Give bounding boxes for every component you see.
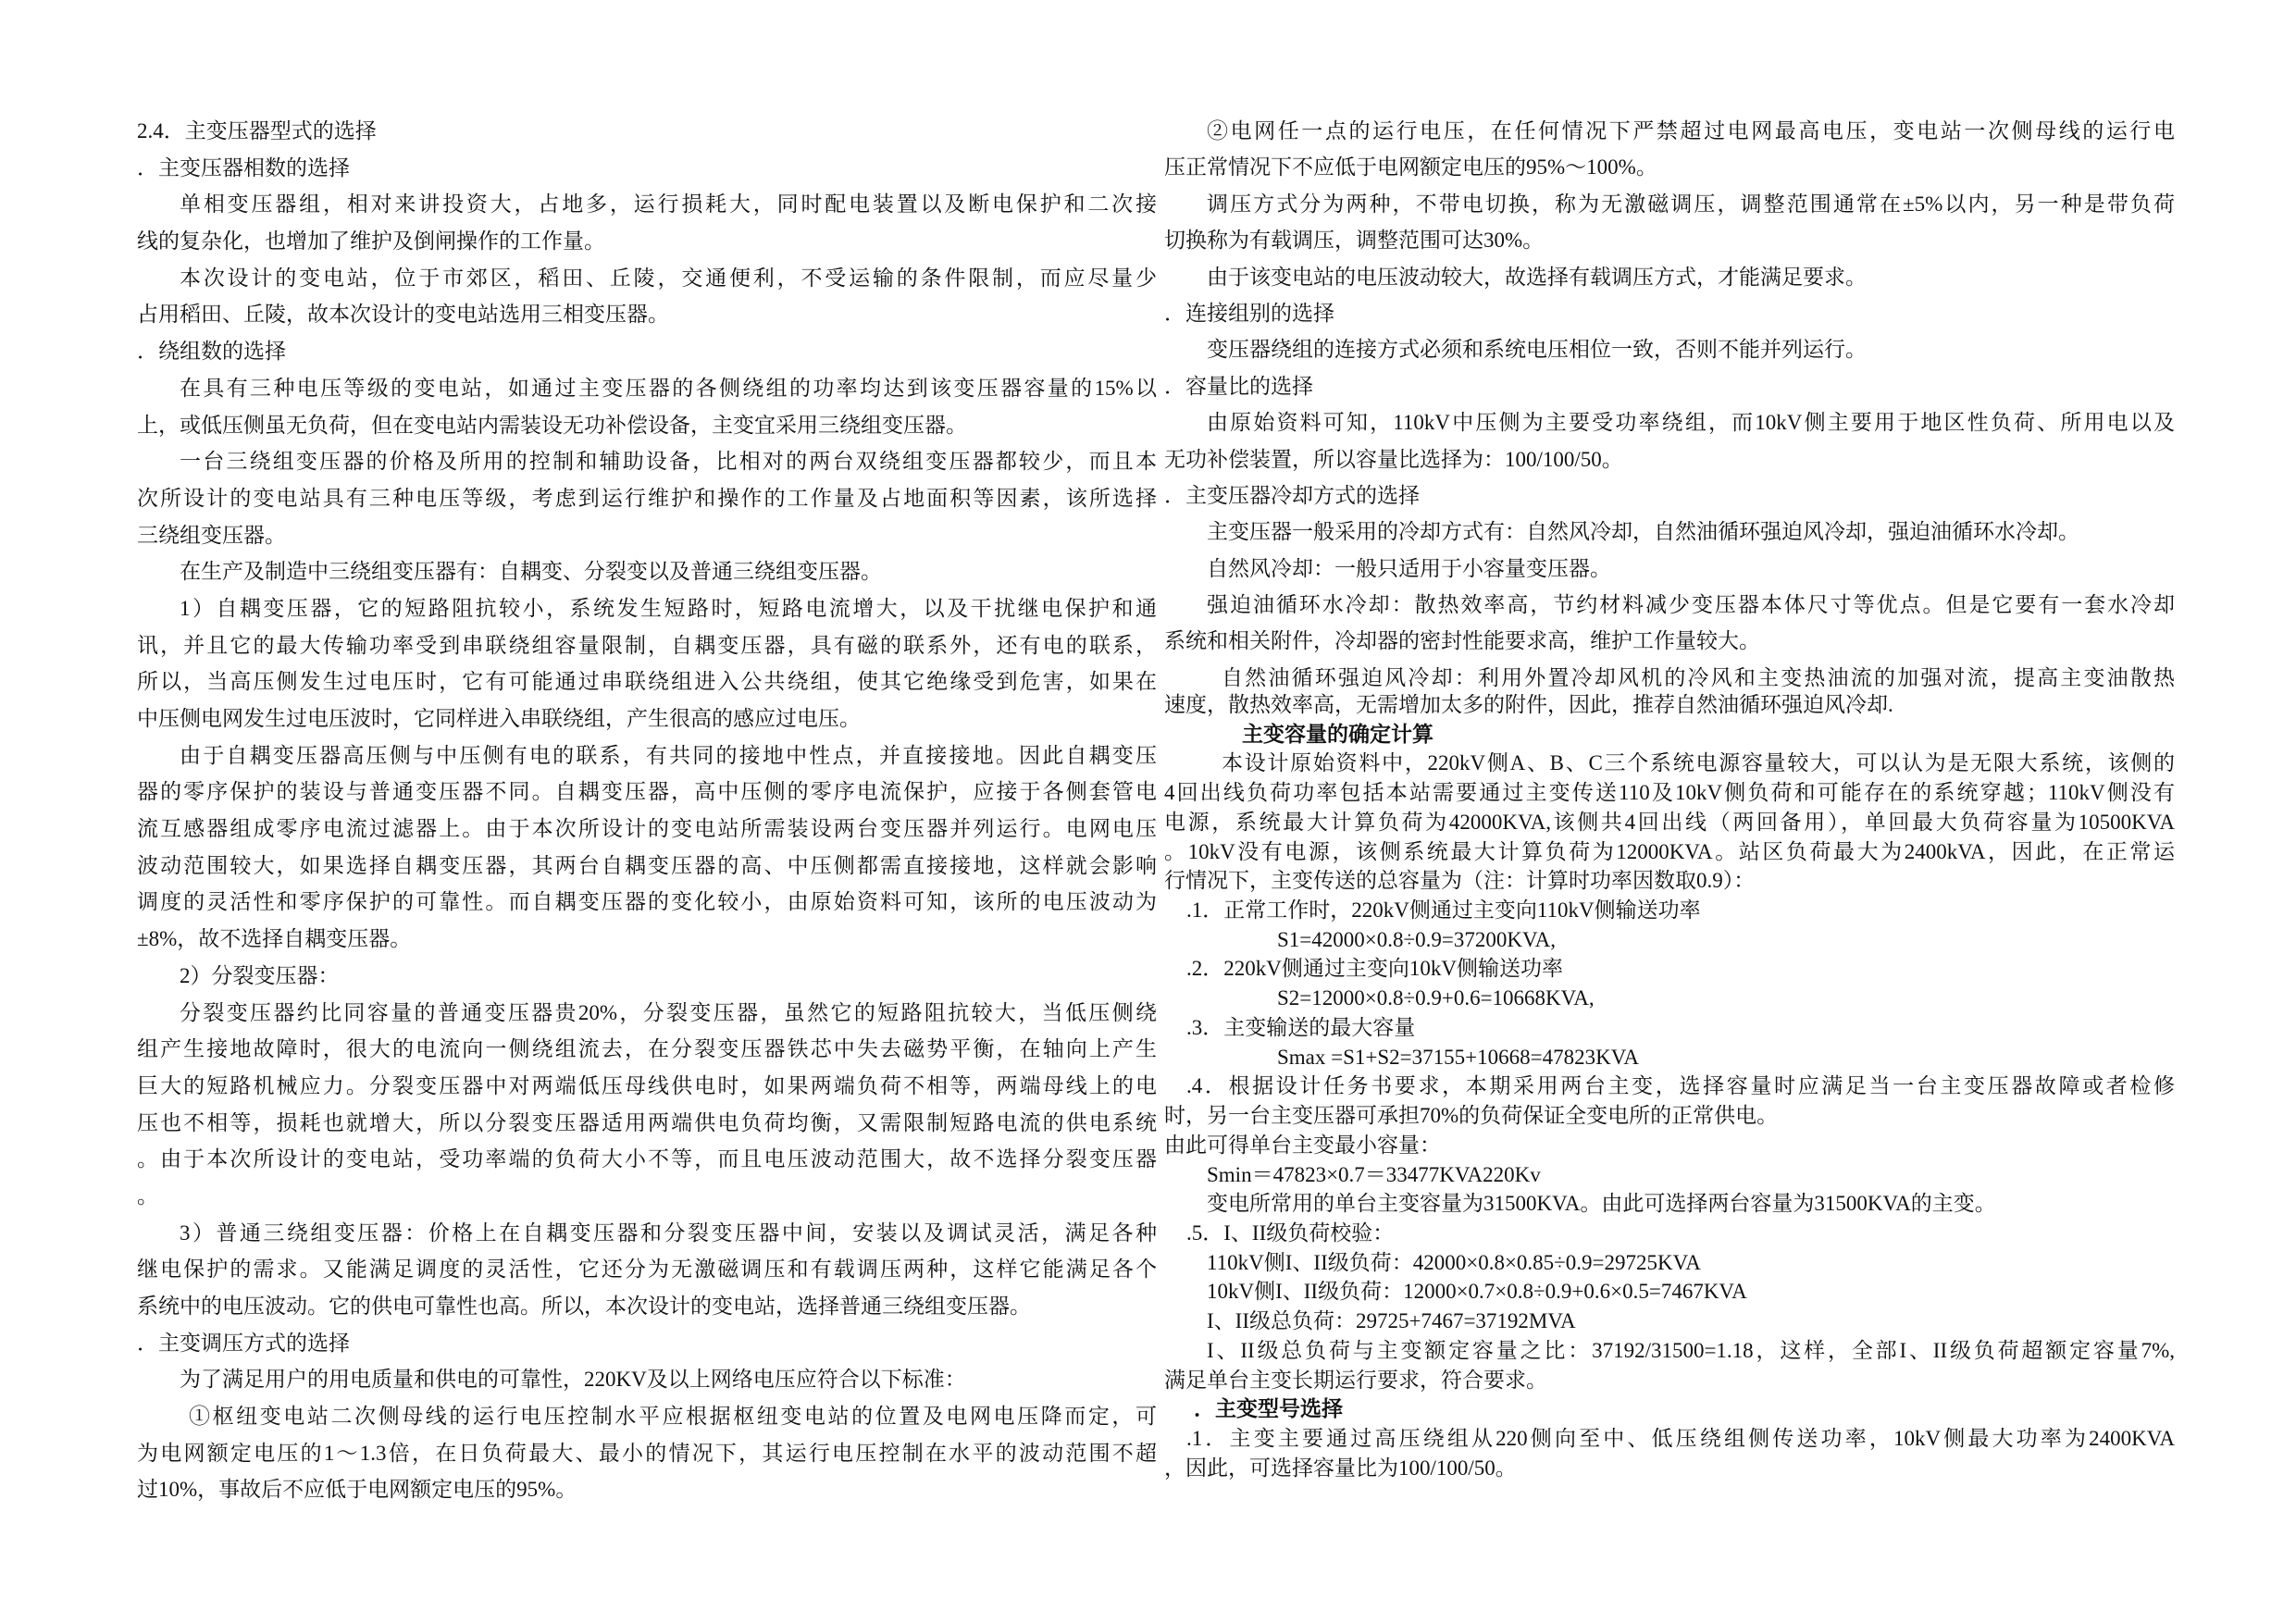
formula-line: 10kV侧I、II级负荷：12000×0.7×0.8÷0.9+0.6×0.5=7467KVA <box>1207 1280 1747 1304</box>
body-text-line: 变压器绕组的连接方式必须和系统电压相位一致，否则不能并列运行。 <box>1207 338 1867 362</box>
body-text-line: 本次设计的变电站，位于市郊区，稻田、丘陵，交通便利，不受运输的条件限制，而应尽量少 <box>180 266 1157 290</box>
body-text-line: 速度，散热效率高，无需增加太多的附件，因此，推荐自然油循环强迫风冷却. <box>1164 693 1893 716</box>
section-title: 2.4．主变压器型式的选择 <box>137 119 377 142</box>
right-column-upper <box>1164 113 2175 696</box>
section-heading: 主变容量的确定计算 <box>1242 722 1433 746</box>
body-text-line: 过10%，事故后不应低于电网额定电压的95%。 <box>137 1478 577 1502</box>
body-text-line: 为电网额定电压的1～1.3倍，在日负荷最大、最小的情况下，其运行电压控制在水平的波动范围不超 <box>137 1441 1157 1465</box>
section-heading: ．主变压器相数的选择 <box>137 155 350 180</box>
body-text-line: I、II级总负荷与主变额定容量之比：37192/31500=1.18，这样，全部I、II级负荷超额定容量7%, <box>1207 1338 2175 1362</box>
formula-line: Smax =S1+S2=37155+10668=47823KVA <box>1277 1045 1639 1069</box>
body-text-line: 器的零序保护的装设与普通变压器不同。自耦变压器，高中压侧的零序电流保护，应接于各侧套管电 <box>137 780 1157 804</box>
body-text-line: ②电网任一点的运行电压，在任何情况下严禁超过电网最高电压，变电站一次侧母线的运行电 <box>1207 119 2175 142</box>
body-text-line: 由于该变电站的电压波动较大，故选择有载调压方式，才能满足要求。 <box>1207 265 1867 289</box>
right-column-lower <box>1164 690 2175 1482</box>
body-text-line: 1）自耦变压器，它的短路阻抗较小，系统发生短路时，短路电流增大，以及干扰继电保护和通 <box>180 596 1157 620</box>
body-text-line: 继电保护的需求。又能满足调度的灵活性，它还分为无激磁调压和有载调压两种，这样它能满足各个 <box>137 1258 1157 1282</box>
list-item-heading: 2）分裂变压器： <box>180 963 340 987</box>
body-text-line: 由原始资料可知，110kV中压侧为主要受功率绕组，而10kV侧主要用于地区性负荷、所用电以及 <box>1207 411 2175 435</box>
body-text-line: 中压侧电网发生过电压波时，它同样进入串联绕组，产生很高的感应过电压。 <box>137 707 861 730</box>
formula-line: 110kV侧I、II级负荷：42000×0.8×0.85÷0.9=29725KVA <box>1207 1250 1701 1274</box>
body-text-line: ①枢纽变电站二次侧母线的运行电压控制水平应根据枢纽变电站的位置及电网电压降而定，可 <box>189 1405 1157 1429</box>
body-text-line: 为了满足用户的用电质量和供电的可靠性，220KV及以上网络电压应符合以下标准： <box>180 1368 966 1392</box>
list-item: .1．正常工作时，220kV侧通过主变向110kV侧输送功率 <box>1186 898 1701 923</box>
body-text-line: 。10kV没有电源，该侧系统最大计算负荷为12000KVA。站区负荷最大为2400kVA，因此，在正常运 <box>1164 839 2175 863</box>
formula-line: Smin＝47823×0.7＝33477KVA220Kv <box>1207 1162 1541 1186</box>
body-text-line: 本设计原始资料中，220kV侧A、B、C三个系统电源容量较大，可以认为是无限大系统，该侧的 <box>1222 751 2175 775</box>
body-text-line: 流互感器组成零序电流过滤器上。由于本次所设计的变电站所需装设两台变压器并列运行。电网电压 <box>137 817 1157 841</box>
body-text-line: 电源，系统最大计算负荷为42000KVA,该侧共4回出线（两回备用），单回最大负荷容量为10500KVA <box>1164 810 2175 834</box>
body-text-line: 调压方式分为两种，不带电切换，称为无激磁调压，调整范围通常在±5%以内，另一种是带负荷 <box>1207 192 2175 216</box>
section-heading: ．主变压器冷却方式的选择 <box>1164 483 1420 507</box>
body-text-line: 强迫油循环水冷却：散热效率高，节约材料减少变压器本体尺寸等优点。但是它要有一套水冷却 <box>1207 593 2175 617</box>
body-text-line: 波动范围较大，如果选择自耦变压器，其两台自耦变压器的高、中压侧都需直接接地，这样就会影响 <box>137 853 1157 877</box>
body-text-line: 系统和相关附件，冷却器的密封性能要求高，维护工作量较大。 <box>1164 629 1760 653</box>
body-text-line: 主变压器一般采用的冷却方式有：自然风冷却，自然油循环强迫风冷却，强迫油循环水冷却。 <box>1207 520 2079 544</box>
list-item: .2．220kV侧通过主变向10kV侧输送功率 <box>1186 957 1563 981</box>
formula-line: S2=12000×0.8÷0.9+0.6=10668KVA, <box>1277 986 1595 1010</box>
body-text-line: 次所设计的变电站具有三种电压等级，考虑到运行维护和操作的工作量及占地面积等因素，该所选择 <box>137 486 1157 510</box>
body-text-line: ，因此，可选择容量比为100/100/50。 <box>1164 1456 1517 1480</box>
body-text-line: 压也不相等，损耗也就增大，所以分裂变压器适用两端供电负荷均衡，又需限制短路电流的供电系统 <box>137 1110 1157 1134</box>
body-text-line: 一台三绕组变压器的价格及所用的控制和辅助设备，比相对的两台双绕组变压器都较少，而且本 <box>180 450 1157 474</box>
list-item: .5．I、II级负荷校验： <box>1186 1220 1395 1245</box>
body-text-line: 调度的灵活性和零序保护的可靠性。而自耦变压器的变化较小，由原始资料可知，该所的电压波动为 <box>137 890 1157 914</box>
body-text-line: 在具有三种电压等级的变电站，如通过主变压器的各侧绕组的功率均达到该变压器容量的15%以 <box>180 376 1157 400</box>
body-text-line: 自然风冷却：一般只适用于小容量变压器。 <box>1207 556 1611 580</box>
body-text-line: ±8%，故不选择自耦变压器。 <box>137 927 412 951</box>
body-text-line: 分裂变压器约比同容量的普通变压器贵20%，分裂变压器，虽然它的短路阻抗较大，当低压侧绕 <box>180 1000 1157 1024</box>
body-text-line: 。 <box>137 1183 158 1208</box>
body-text-line: 所以，当高压侧发生过电压时，它有可能通过串联绕组进入公共绕组，使其它绝缘受到危害，如果在 <box>137 670 1157 694</box>
section-heading: ．绕组数的选择 <box>137 340 286 364</box>
body-text-line: 无功补偿装置，所以容量比选择为：100/100/50。 <box>1164 447 1623 471</box>
list-item: .1．主变主要通过高压绕组从220侧向至中、低压绕组侧传送功率，10kV侧最大功率为2400KVA <box>1186 1426 2175 1450</box>
section-heading: ．容量比的选择 <box>1164 374 1313 398</box>
body-text-line: 满足单台主变长期运行要求，符合要求。 <box>1164 1368 1547 1392</box>
body-text-line: 4回出线负荷功率包括本站需要通过主变传送110及10kV侧负荷和可能存在的系统穿越；110kV侧没有 <box>1164 781 2175 805</box>
section-heading: ．主变型号选择 <box>1194 1397 1343 1421</box>
body-text-line: 单相变压器组，相对来讲投资大，占地多，运行损耗大，同时配电装置以及断电保护和二次接 <box>180 192 1157 217</box>
body-text-line: 巨大的短路机械应力。分裂变压器中对两端低压母线供电时，如果两端负荷不相等，两端母线上的电 <box>137 1073 1157 1097</box>
left-column <box>137 113 1157 1508</box>
formula-line: I、II级总负荷：29725+7467=37192MVA <box>1207 1309 1576 1333</box>
body-text-line: 系统中的电压波动。它的供电可靠性也高。所以，本次设计的变电站，选择普通三绕组变压器。 <box>137 1295 1031 1318</box>
body-text-line: 3）普通三绕组变压器：价格上在自耦变压器和分裂变压器中间，安装以及调试灵活，满足各种 <box>180 1220 1157 1245</box>
list-item: .4．根据设计任务书要求，本期采用两台主变，选择容量时应满足当一台主变压器故障或者检修 <box>1186 1074 2175 1098</box>
body-text-line: 上，或低压侧虽无负荷，但在变电站内需装设无功补偿设备，主变宜采用三绕组变压器。 <box>137 413 967 437</box>
body-text-line: 行情况下，主变传送的总容量为（注：计算时功率因数取0.9）： <box>1164 869 1756 893</box>
body-text-line: 占用稻田、丘陵，故本次设计的变电站选用三相变压器。 <box>137 303 669 327</box>
list-item: .3．主变输送的最大容量 <box>1186 1015 1416 1039</box>
body-text-line: 自然油循环强迫风冷却：利用外置冷却风机的冷风和主变热油流的加强对流，提高主变油散热 <box>1222 665 2175 689</box>
body-text-line: 时，另一台主变压器可承担70%的负荷保证全变电所的正常供电。 <box>1164 1104 1779 1128</box>
body-text-line: 线的复杂化，也增加了维护及倒闸操作的工作量。 <box>137 229 605 254</box>
body-text-line: 三绕组变压器。 <box>137 523 286 547</box>
formula-line: S1=42000×0.8÷0.9=37200KVA, <box>1277 927 1556 951</box>
body-text-line: 组产生接地故障时，很大的电流向一侧绕组流去，在分裂变压器铁芯中失去磁势平衡，在轴向上产生 <box>137 1037 1157 1061</box>
section-heading: ．主变调压方式的选择 <box>137 1331 350 1355</box>
body-text-line: 变电所常用的单台主变容量为31500KVA。由此可选择两台容量为31500KVA的主变。 <box>1207 1192 1996 1216</box>
body-text-line: 在生产及制造中三绕组变压器有：自耦变、分裂变以及普通三绕组变压器。 <box>180 560 882 584</box>
body-text-line: 讯，并且它的最大传输功率受到串联绕组容量限制，自耦变压器，具有磁的联系外，还有电的联系， <box>137 633 1157 657</box>
body-text-line: 由此可得单台主变最小容量： <box>1164 1133 1441 1157</box>
body-text-line: 。由于本次所设计的变电站，受功率端的负荷大小不等，而且电压波动范围大，故不选择分裂变压器 <box>137 1147 1157 1171</box>
section-heading: ．连接组别的选择 <box>1164 301 1334 325</box>
body-text-line: 切换称为有载调压，调整范围可达30%。 <box>1164 229 1545 253</box>
body-text-line: 由于自耦变压器高压侧与中压侧有电的联系，有共同的接地中性点，并直接接地。因此自耦变压 <box>180 743 1157 767</box>
body-text-line: 压正常情况下不应低于电网额定电压的95%～100%。 <box>1164 155 1657 180</box>
